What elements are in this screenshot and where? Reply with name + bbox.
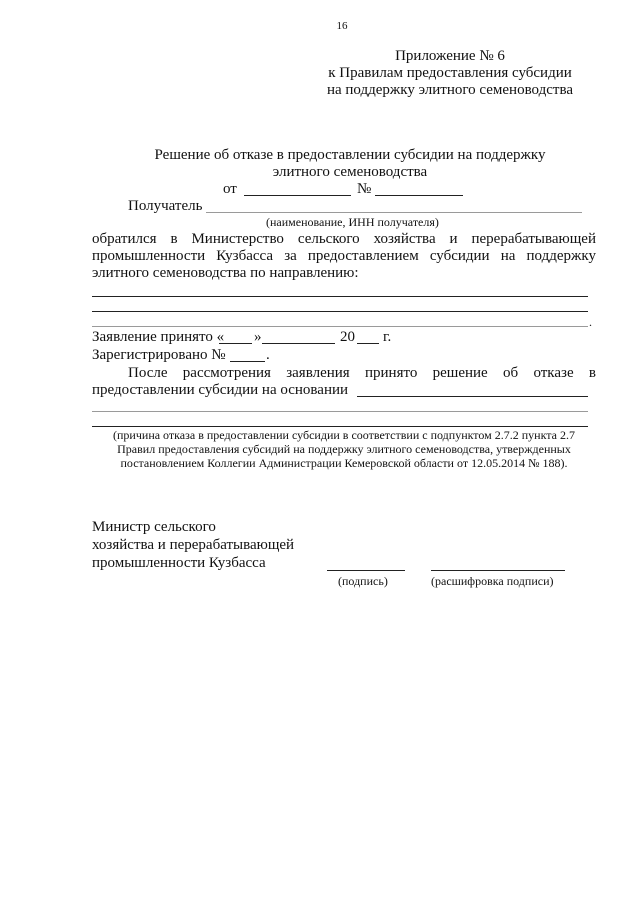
signature-decode-field[interactable] (431, 570, 565, 571)
body-line-2: промышленности Кузбасса за предоставлением субсидии на поддержку (92, 248, 596, 264)
reason-field-1[interactable] (357, 396, 588, 397)
signature-decode-label: (расшифровка подписи) (431, 574, 554, 588)
decision-line-1: После рассмотрения заявления принято решение об отказе в (128, 365, 596, 381)
recipient-hint: (наименование, ИНН получателя) (266, 215, 439, 229)
accepted-day-field[interactable] (219, 343, 252, 344)
reason-hint-2: Правил предоставления субсидий на поддержку элитного семеноводства, утвержденных (117, 442, 571, 456)
appendix-line-3: на поддержку элитного семеноводства (326, 82, 574, 98)
reason-field-2[interactable] (92, 411, 588, 412)
minister-title-line-3: промышленности Кузбасса (92, 555, 266, 571)
accepted-year-prefix: 20 (340, 329, 355, 345)
date-field[interactable] (244, 195, 351, 196)
number-sign: № (357, 181, 372, 197)
decision-line-2: предоставлении субсидии на основании (92, 382, 349, 398)
title-line-1: Решение об отказе в предоставлении субсидии на поддержку (154, 147, 546, 163)
reason-hint-3: постановлением Коллегии Администрации Кемеровской области от 12.05.2014 № 188). (120, 456, 568, 470)
body-line-3: элитного семеноводства по направлению: (92, 265, 359, 281)
body-line-1: обратился в Министерство сельского хозяйства и перерабатывающей (92, 231, 596, 247)
registered-prefix: Зарегистрировано № (92, 347, 226, 363)
reason-hint-1: (причина отказа в предоставлении субсидии в соответствии с подпунктом 2.7.2 пункта 2.7 (113, 428, 575, 442)
accepted-prefix: Заявление принято « (92, 329, 225, 345)
direction-line-3[interactable] (92, 326, 588, 327)
date-prefix: от (223, 181, 237, 197)
appendix-line-1: Приложение № 6 (395, 48, 505, 64)
recipient-field[interactable] (206, 212, 582, 213)
registered-number-field[interactable] (230, 361, 265, 362)
accepted-mid: » (254, 329, 262, 345)
recipient-label: Получатель (128, 198, 203, 214)
number-field[interactable] (375, 195, 463, 196)
registered-suffix: . (266, 347, 270, 363)
page-number: 16 (336, 20, 348, 32)
direction-line-2[interactable] (92, 311, 588, 312)
reason-field-3[interactable] (92, 426, 588, 427)
minister-title-line-1: Министр сельского (92, 519, 216, 535)
appendix-line-2: к Правилам предоставления субсидии (328, 65, 572, 81)
minister-title-line-2: хозяйства и перерабатывающей (92, 537, 295, 553)
accepted-month-field[interactable] (262, 343, 335, 344)
signature-label: (подпись) (338, 574, 388, 588)
direction-period: . (589, 315, 592, 329)
signature-field[interactable] (327, 570, 405, 571)
accepted-year-field[interactable] (357, 343, 379, 344)
title-line-2: элитного семеноводства (272, 164, 428, 180)
accepted-year-suffix: г. (383, 329, 392, 345)
direction-line-1[interactable] (92, 296, 588, 297)
